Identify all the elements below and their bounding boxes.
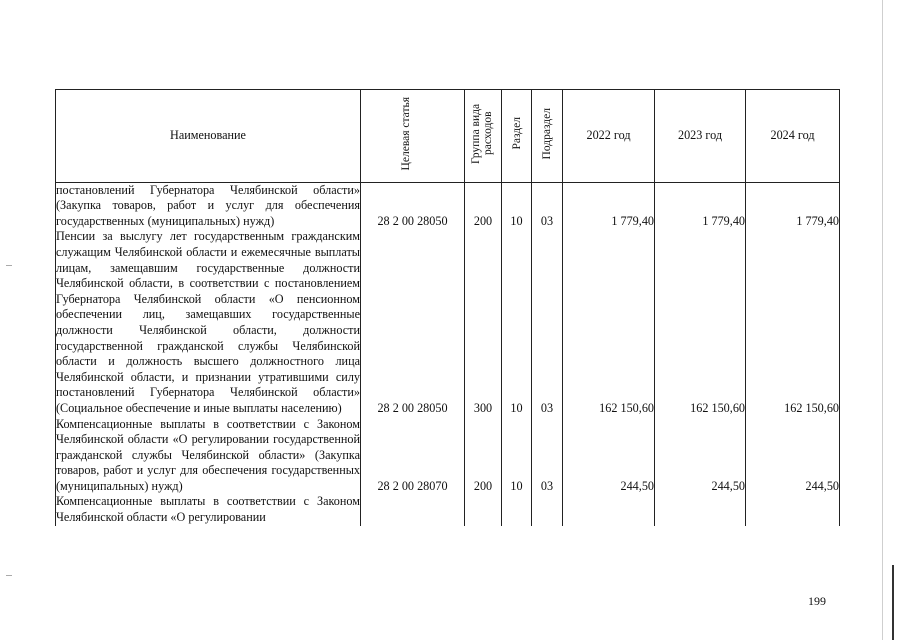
header-section-label: Раздел [510,117,523,150]
row-section: 10 [502,182,532,229]
scan-tick-mark [6,575,12,576]
row-target: 28 2 00 28070 [361,417,465,495]
row-2023: 244,50 [655,417,746,495]
budget-table [55,89,840,526]
row-2024: 244,50 [746,417,840,495]
header-group [465,90,502,183]
header-2022: 2022 год [563,90,655,183]
row-target [361,494,465,525]
table-header-row [56,90,840,183]
header-target-label: Целевая статья [399,96,412,171]
row-name: постановлений Губернатора Челябинской области» (Закупка товаров, работ и услуг для обеспечения государственных (муниципальных) нужд) [56,182,360,228]
header-subsection-label: Подраздел [541,107,553,160]
row-name: Пенсии за выслугу лет государственным гражданским служащим Челябинской области и ежемесячные выплаты лицам, замещавшим государственные должности Челябинской области, в соответствии с постановлением Губернатора Челябинской области «О пенсионном обеспечении лиц, замещавших государственные должности Челябинской области, должности государственной гражданской службы Челябинской области и должность высшего должностного лица Челябинской области, и признании утратившими силу постановлений Губернатора Челябинской области» (Социальное обеспечение и иные выплаты населению) [56,229,360,415]
scan-edge-mark [892,565,894,640]
scan-tick-mark [6,265,12,266]
row-name: Компенсационные выплаты в соответствии с Законом Челябинской области «О регулировании [56,494,360,525]
row-2024: 162 150,60 [746,229,840,416]
row-section: 10 [502,229,532,416]
row-target: 28 2 00 28050 [361,182,465,229]
row-2022: 162 150,60 [563,229,655,416]
header-2023: 2023 год [655,90,746,183]
row-2022 [563,494,655,525]
row-target: 28 2 00 28050 [361,229,465,416]
header-subsection [532,90,563,183]
row-subsection: 03 [532,417,563,495]
row-name: Компенсационные выплаты в соответствии с Законом Челябинской области «О регулировании государственной гражданской службы Челябинской области» (Закупка товаров, работ и услуг для обеспечения государственных (муниципальных) нужд) [56,416,360,493]
row-group: 200 [465,182,502,229]
row-2022: 1 779,40 [563,182,655,229]
header-2024: 2024 год [746,90,840,183]
row-2022: 244,50 [563,417,655,495]
row-subsection: 03 [532,229,563,416]
header-section [502,90,532,183]
row-2023: 1 779,40 [655,182,746,229]
table-row [56,417,840,495]
scan-margin-line [882,0,883,640]
row-2023: 162 150,60 [655,229,746,416]
row-subsection: 03 [532,182,563,229]
header-name: Наименование [56,90,361,183]
row-group: 300 [465,229,502,416]
row-section: 10 [502,417,532,495]
table-row [56,229,840,416]
row-2024: 1 779,40 [746,182,840,229]
header-group-label: Группа вида расходов [470,103,494,164]
row-group: 200 [465,417,502,495]
page-number: 199 [808,594,826,608]
row-2023 [655,494,746,525]
row-group [465,494,502,525]
header-target [361,90,465,183]
row-2024 [746,494,840,525]
row-subsection [532,494,563,525]
row-section [502,494,532,525]
table-row [56,494,840,525]
table-row [56,182,840,229]
